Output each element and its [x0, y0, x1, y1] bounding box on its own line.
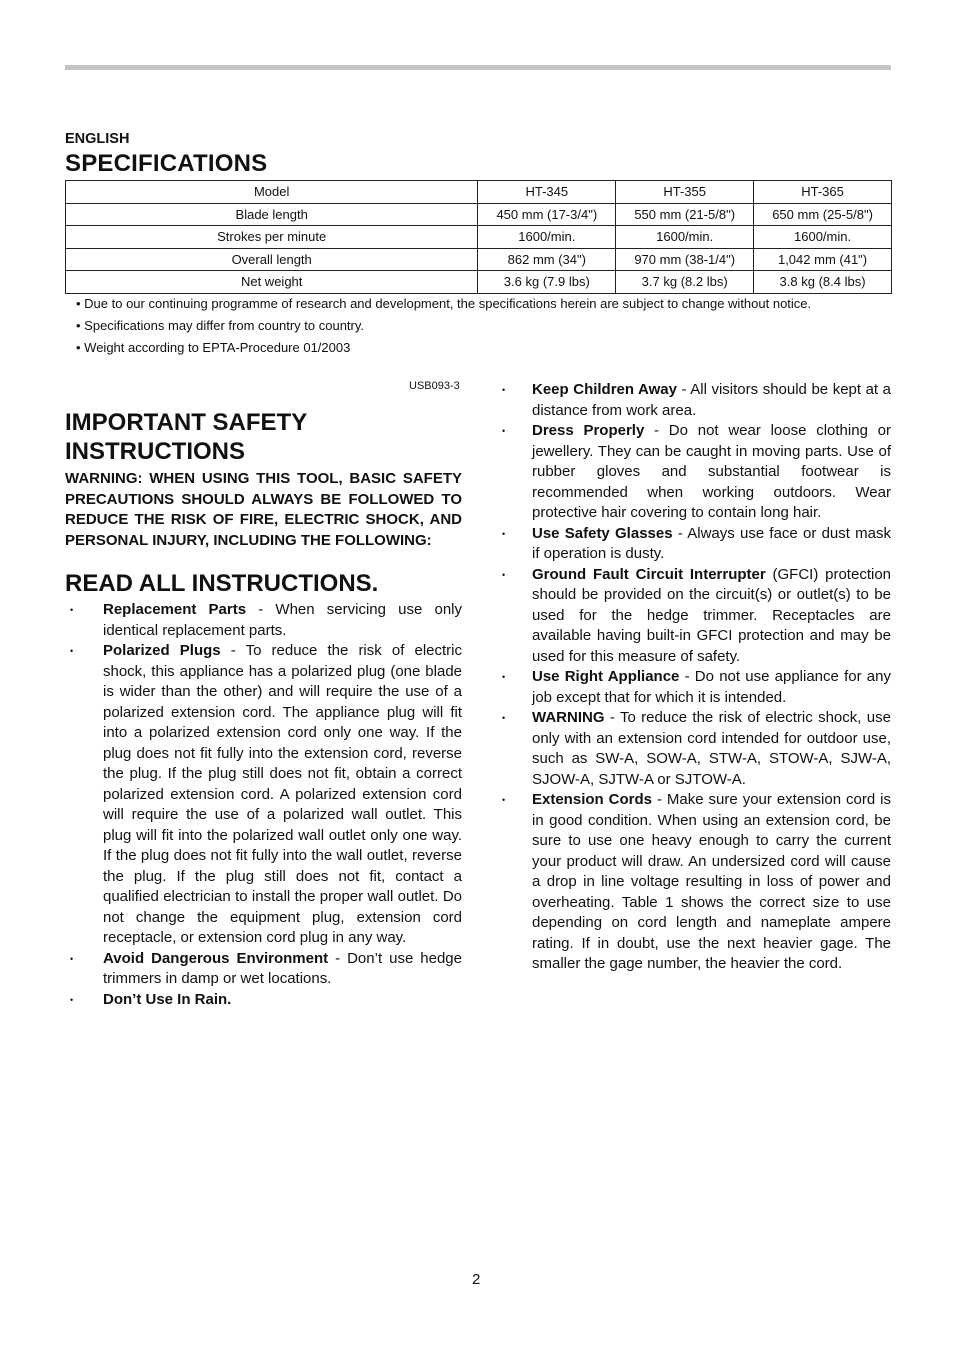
item-text: - To reduce the risk of electric shock, use only with an extension cord intended for outdoor use, such as SW-A, SOW-A, STW-A, STOW-A, SJW-A, SJOW-A, SJTW-A or SJTOW-A.	[532, 709, 891, 788]
table-cell: 1,042 mm (41")	[754, 248, 892, 271]
table-cell: 550 mm (21-5/8")	[616, 203, 754, 226]
table-cell: 3.6 kg (7.9 lbs)	[478, 271, 616, 294]
table-row	[66, 181, 892, 204]
table-cell: 1600/min.	[754, 226, 892, 249]
table-cell: 3.7 kg (8.2 lbs)	[616, 271, 754, 294]
spec-note: • Weight according to EPTA-Procedure 01/2003	[76, 340, 351, 355]
spec-note: • Specifications may differ from country to country.	[76, 318, 365, 333]
table-cell: Strokes per minute	[66, 226, 478, 249]
left-column	[65, 408, 462, 1010]
item-title: Replacement Parts	[103, 601, 247, 618]
spec-notes	[76, 296, 811, 362]
specifications-table	[65, 180, 892, 294]
table-cell: HT-365	[754, 181, 892, 204]
safety-list-left	[65, 600, 462, 1010]
bullet-icon: •	[70, 953, 74, 964]
list-item	[65, 990, 462, 1011]
table-cell: Net weight	[66, 271, 478, 294]
list-item	[65, 600, 462, 641]
item-title: Dress Properly	[532, 422, 645, 439]
header-rule	[65, 65, 891, 70]
safety-warning: WARNING: WHEN USING THIS TOOL, BASIC SAFETY PRECAUTIONS SHOULD ALWAYS BE FOLLOWED TO REDUCE THE RISK OF FIRE, ELECTRIC SHOCK, AND PERSONAL INJURY, INCLUDING THE FOLLOWING:	[65, 470, 462, 549]
table-cell: Blade length	[66, 203, 478, 226]
item-text: (GFCI) protection should be provided on the circuit(s) or outlet(s) to be used for the hedge trimmer. Receptacles are available having built-in GFCI protection and may be used for this measure of safety.	[532, 565, 891, 665]
list-item	[497, 380, 891, 421]
bullet-icon: •	[502, 385, 506, 395]
bullet-icon: •	[70, 994, 74, 1005]
table-row	[66, 226, 892, 249]
table-cell: HT-345	[478, 181, 616, 204]
item-title: Polarized Plugs	[103, 642, 221, 659]
item-text: - All visitors should be kept at a distance from work area.	[532, 381, 891, 419]
table-cell: 1600/min.	[616, 226, 754, 249]
item-title: Use Safety Glasses	[532, 524, 673, 542]
bullet-icon: •	[502, 426, 506, 436]
table-cell: Overall length	[66, 248, 478, 271]
reference-code: USB093-3	[409, 380, 460, 392]
item-title: Don’t Use In Rain.	[103, 990, 232, 1008]
list-item	[497, 708, 891, 790]
table-cell: 1600/min.	[478, 226, 616, 249]
safety-heading: IMPORTANT SAFETY INSTRUCTIONS	[65, 409, 307, 465]
read-all-heading: READ ALL INSTRUCTIONS.	[65, 570, 379, 597]
table-row	[66, 203, 892, 226]
table-cell: 450 mm (17-3/4")	[478, 203, 616, 226]
item-title: Avoid Dangerous Environment	[103, 949, 329, 967]
item-title: Ground Fault Circuit Interrupter	[532, 565, 766, 583]
list-item	[497, 421, 891, 524]
list-item	[65, 949, 462, 990]
table-cell: 650 mm (25-5/8")	[754, 203, 892, 226]
page-number: 2	[472, 1271, 481, 1288]
table-cell: 862 mm (34")	[478, 248, 616, 271]
list-item	[497, 524, 891, 565]
bullet-icon: •	[502, 795, 506, 805]
item-text: - Don’t use hedge trimmers in damp or wet locations.	[103, 949, 462, 987]
language-label: ENGLISH	[65, 131, 130, 147]
table-cell: Model	[66, 181, 478, 204]
right-column	[497, 380, 891, 975]
specifications-title: SPECIFICATIONS	[65, 150, 268, 177]
item-title: Extension Cords	[532, 791, 652, 808]
bullet-icon: •	[502, 528, 506, 539]
safety-list-right	[497, 380, 891, 975]
table-cell: HT-355	[616, 181, 754, 204]
table-row	[66, 248, 892, 271]
item-title: WARNING	[532, 709, 605, 726]
bullet-icon: •	[502, 672, 506, 682]
table-cell: 3.8 kg (8.4 lbs)	[754, 271, 892, 294]
list-item	[497, 790, 891, 975]
table-cell: 970 mm (38-1/4")	[616, 248, 754, 271]
item-text: - To reduce the risk of electric shock, this appliance has a polarized plug (one blade is wider than the other) and will require the use of a polarized extension cord. The appliance plug will fit into a polarized extension cord only one way. If the plug does not fit fully into the extension cord, reverse the plug. If the plug still does not fit, obtain a correct polarized extension cord. A polarized extension cord will require the use of a polarized wall outlet. This plug will fit into the polarized wall outlet only one way. If the plug does not fit fully into the wall outlet, reverse the plug. If the plug still does not fit, contact a qualified electrician to install the proper wall outlet. Do not change the equipment plug, extension cord receptacle, or extension cord plug in any way.	[103, 642, 462, 946]
bullet-icon: •	[502, 569, 506, 580]
bullet-icon: •	[70, 605, 74, 615]
item-text: - Make sure your extension cord is in good condition. When using an extension cord, be sure to use one heavy enough to carry the current your product will draw. An undersized cord will cause a drop in line voltage resulting in loss of power and overheating. Table 1 shows the correct size to use depending on cord length and nameplate ampere rating. If in doubt, use the next heavier gage. The smaller the gage number, the heavier the cord.	[532, 791, 891, 972]
item-text: - Always use face or dust mask if operation is dusty.	[532, 524, 892, 562]
spec-note: • Due to our continuing programme of research and development, the specifications herein are subject to change without notice.	[76, 296, 812, 311]
bullet-icon: •	[70, 646, 74, 656]
bullet-icon: •	[502, 713, 506, 723]
item-title: Keep Children Away	[532, 381, 677, 398]
table-row	[66, 271, 892, 294]
item-text: - When servicing use only identical replacement parts.	[103, 601, 463, 639]
list-item	[65, 641, 462, 949]
item-title: Use Right Appliance	[532, 668, 680, 685]
item-text: - Do not use appliance for any job except that for which it is intended.	[532, 668, 891, 706]
list-item	[497, 667, 891, 708]
list-item	[497, 565, 891, 668]
item-text: - Do not wear loose clothing or jewellery. They can be caught in moving parts. Use of rubber gloves and substantial footwear is recommended when working outdoors. Wear protective hair covering to contain long hair.	[532, 422, 891, 521]
